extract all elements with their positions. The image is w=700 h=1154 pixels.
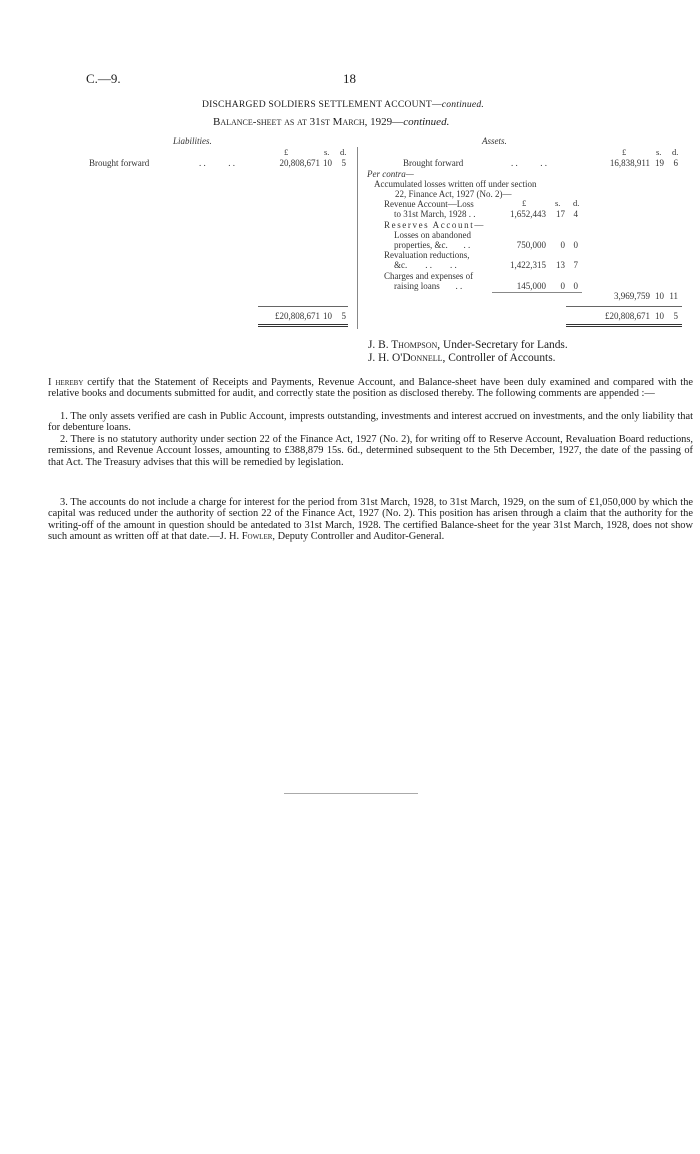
- reserves-account-line1b: Losses on abandoned: [394, 230, 471, 240]
- signature-thompson-name: J. B. Thompson: [368, 339, 438, 351]
- sheet-title-continued: continued.: [403, 116, 450, 128]
- account-title-continued: continued.: [441, 99, 484, 110]
- sheet-title-text: Balance-sheet as at 31st March, 1929—: [213, 116, 404, 128]
- subtotal-rule: [492, 292, 582, 293]
- revaluation-line2: &c. . . . .: [394, 260, 457, 270]
- revenue-account-shillings: 17: [556, 209, 565, 219]
- charges-pence: 0: [573, 281, 578, 291]
- certificate-point-1: 1. The only assets verified are cash in Public Account, imprests outstanding, investments and interest accrued on investments, and the only liability that for debenture loans.: [48, 411, 693, 434]
- subtotal-pence: 11: [669, 291, 678, 301]
- liabilities-brought-forward-shillings: 10: [323, 158, 332, 168]
- auditor-title: , Deputy Controller and Auditor-General.: [272, 531, 445, 543]
- charges-pounds: 145,000: [516, 281, 546, 291]
- accumulated-losses-line2: 22, Finance Act, 1927 (No. 2)—: [395, 189, 512, 199]
- subtotal-pounds: 3,969,759: [614, 291, 650, 301]
- liabilities-brought-forward-pounds: 20,808,671: [279, 158, 320, 168]
- assets-total-top-rule: [566, 306, 682, 307]
- signature-thompson: [368, 339, 568, 351]
- signature-odonnell: [368, 352, 556, 364]
- assets-total-pounds: £20,808,671: [605, 311, 650, 321]
- liabilities-total-pounds: £20,808,671: [275, 311, 320, 321]
- per-contra-label: Per contra—: [367, 169, 414, 179]
- liabilities-total-shillings: 10: [323, 311, 332, 321]
- certificate-intro-text: certify that the Statement of Receipts and Payments, Revenue Account, and Balance-sheet have been duly examined and compared with the relative books and documents submitted for audit, and correctly state the position as disclosed thereby. The following comments are appended :—: [48, 377, 693, 400]
- liabilities-heading: Liabilities.: [173, 136, 212, 146]
- liabilities-brought-forward-pence: 5: [341, 158, 346, 168]
- certificate-opening-word: I hereby: [48, 377, 84, 388]
- reserves-account-pounds: 750,000: [516, 240, 546, 250]
- inner-shilling-header: s.: [555, 198, 561, 208]
- liabilities-pound-header: £: [284, 147, 289, 157]
- liabilities-brought-forward-label: Brought forward: [89, 158, 150, 168]
- certificate-point-3-text: 3. The accounts do not include a charge for interest for the period from 31st March, 1928, to 31st March, 1929, on the sum of £1,050,000 by which the capital was reduced under the authority of section 22 of the Finance Act, 1927 (No. 2). This position has arisen through a claim that the authority for the writing-off of the amount in question should be antedated to 31st March, 1928. The certified Balance-sheet for the year 31st March, 1928, does not show such amount as written off at that date.—: [48, 497, 693, 543]
- liabilities-total-top-rule: [258, 306, 348, 307]
- revenue-account-line2: to 31st March, 1928 . .: [394, 209, 476, 219]
- assets-heading: Assets.: [482, 136, 507, 146]
- subtotal-shillings: 10: [655, 291, 664, 301]
- inner-pence-header: d.: [573, 198, 580, 208]
- certificate-intro: [48, 377, 693, 400]
- reserves-account-line2: properties, &c. . .: [394, 240, 471, 250]
- revaluation-pounds: 1,422,315: [510, 260, 546, 270]
- revaluation-shillings: 13: [556, 260, 565, 270]
- liabilities-brought-forward-dots: . . . .: [199, 158, 235, 168]
- revaluation-line1: Revaluation reductions,: [384, 250, 470, 260]
- liabilities-shilling-header: s.: [324, 147, 330, 157]
- assets-brought-forward-shillings: 19: [655, 158, 664, 168]
- page-number: 18: [343, 71, 356, 86]
- sheet-title: [213, 116, 449, 128]
- assets-brought-forward-dots: . . . .: [511, 158, 547, 168]
- inner-pound-header: £: [522, 198, 527, 208]
- certificate-point-3: [48, 497, 693, 543]
- assets-brought-forward-pounds: 16,838,911: [609, 158, 650, 168]
- signature-thompson-title: , Under-Secretary for Lands.: [437, 339, 568, 351]
- signature-odonnell-name: J. H. O'Donnell: [368, 352, 443, 364]
- reserves-account-pence: 0: [573, 240, 578, 250]
- column-divider: [357, 147, 358, 329]
- assets-pound-header: £: [622, 147, 627, 157]
- revenue-account-line1: Revenue Account—Loss: [384, 199, 474, 209]
- signature-odonnell-title: , Controller of Accounts.: [442, 352, 556, 364]
- assets-pence-header: d.: [672, 147, 679, 157]
- assets-total-shillings: 10: [655, 311, 664, 321]
- reserves-account-line1: Reserves Account—: [384, 220, 485, 230]
- assets-total-double-rule: [566, 324, 682, 327]
- closing-rule: [284, 793, 418, 794]
- document-code: C.—9.: [86, 71, 121, 86]
- certificate-point-2: 2. There is no statutory authority under section 22 of the Finance Act, 1927 (No. 2), for writing off to Reserve Account, Revaluation Board reductions, remissions, and Revenue Account losses, amounting to £388,879 15s. 6d., determined subsequent to the 5th December, 1927, the date of the passing of that Act. The Treasury advises that this will be remedied by legislation.: [48, 434, 693, 468]
- charges-line1: Charges and expenses of: [384, 271, 474, 281]
- revaluation-pence: 7: [573, 260, 578, 270]
- assets-shilling-header: s.: [656, 147, 662, 157]
- liabilities-pence-header: d.: [340, 147, 347, 157]
- assets-total-pence: 5: [673, 311, 678, 321]
- liabilities-total-pence: 5: [341, 311, 346, 321]
- accumulated-losses-line1: Accumulated losses written off under section: [374, 179, 537, 189]
- revenue-account-pounds: 1,652,443: [510, 209, 546, 219]
- auditor-name: J. H. Fowler: [219, 531, 273, 543]
- revenue-account-pence: 4: [573, 209, 578, 219]
- account-title: [202, 99, 484, 110]
- assets-brought-forward-pence: 6: [673, 158, 678, 168]
- reserves-account-shillings: 0: [560, 240, 565, 250]
- charges-line2: raising loans . .: [394, 281, 463, 291]
- assets-brought-forward-label: Brought forward: [403, 158, 464, 168]
- charges-shillings: 0: [560, 281, 565, 291]
- account-title-text: DISCHARGED SOLDIERS SETTLEMENT ACCOUNT—: [202, 99, 442, 110]
- liabilities-total-double-rule: [258, 324, 348, 327]
